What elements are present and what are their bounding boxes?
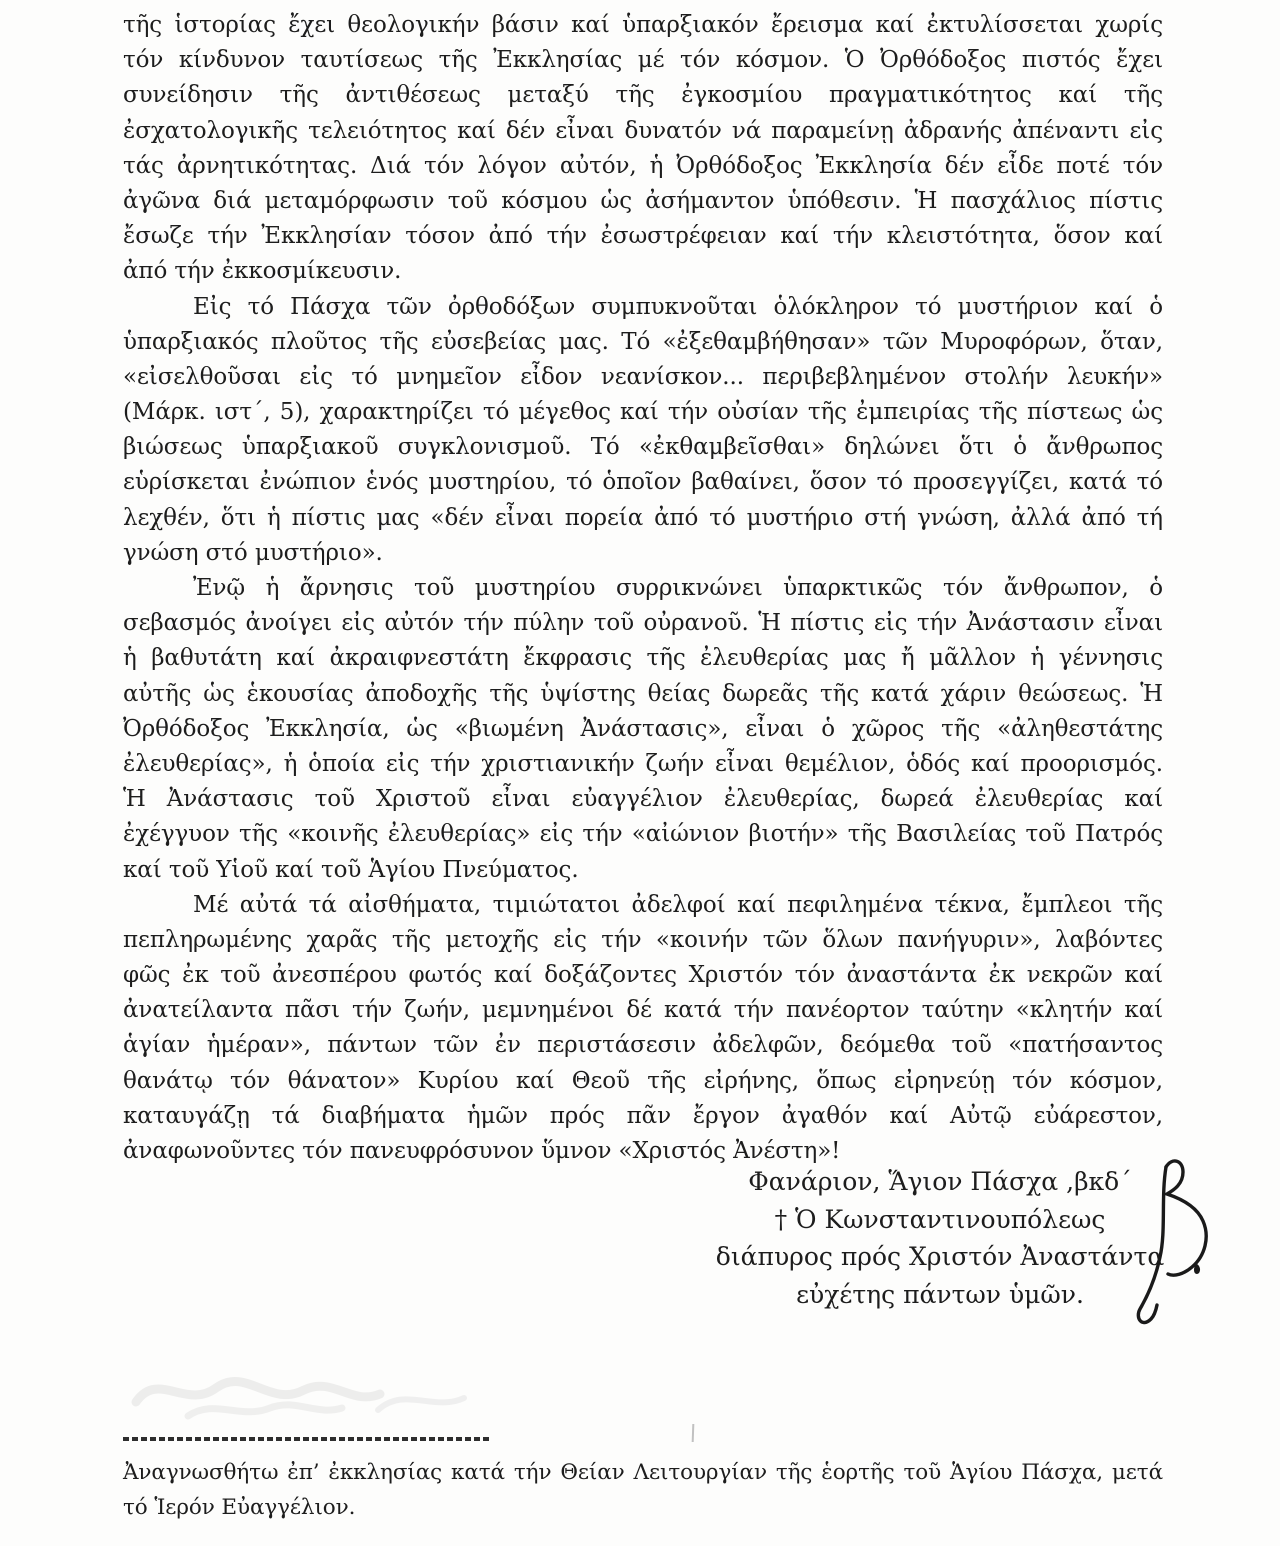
signature-line: διάπυρος πρός Χριστόν Ἀναστάντα (715, 1242, 1165, 1272)
patriarch-signature-flourish (1124, 1154, 1240, 1340)
body-text-line: τῆς ἱστορίας ἔχει θεολογικήν βάσιν καί ὑπαρξιακόν ἔρεισμα καί ἐκτυλίσσεται χωρίς (123, 12, 1163, 38)
body-text-line: ἡ βαθυτάτη καί ἀκραιφνεστάτη ἔκφρασις τῆς ἐλευθερίας μας ἤ μᾶλλον ἡ γέννησις (123, 645, 1163, 672)
body-text-line: ἀπό τήν ἐκκοσμίκευσιν. (123, 258, 402, 285)
body-text-line: τόν κίνδυνον ταυτίσεως τῆς Ἐκκλησίας μέ τόν κόσμον. Ὁ Ὀρθόδοξος πιστός ἔχει (123, 47, 1163, 74)
body-text-line: λεχθέν, ὅτι ἡ πίστις μας «δέν εἶναι πορεία ἀπό τό μυστήριο στή γνώση, ἀλλά ἀπό τή (123, 504, 1163, 531)
body-text-line: ἀγῶνα διά μεταμόρφωσιν τοῦ κόσμου ὡς ἀσήμαντον ὑπόθεσιν. Ἡ πασχάλιος πίστις (123, 187, 1163, 214)
body-text-line: Εἰς τό Πάσχα τῶν ὀρθοδόξων συμπυκνοῦται ὁλόκληρον τό μυστήριον καί ὁ (193, 293, 1163, 320)
footnote-line: Ἀναγνωσθήτω ἐπ’ ἐκκλησίας κατά τήν Θείαν Λειτουργίαν τῆς ἑορτῆς τοῦ Ἁγίου Πάσχα, μετά (123, 1460, 1163, 1485)
encyclical-body-text (123, 8, 1163, 1169)
body-text-line: καί τοῦ Υἱοῦ καί τοῦ Ἁγίου Πνεύματος. (123, 856, 579, 883)
dateline: Φανάριον, Ἅγιον Πάσχα ,βκδ´ (748, 1167, 1132, 1196)
body-text-line: ἐχέγγυον τῆς «κοινῆς ἐλευθερίας» εἰς τήν «αἰώνιον βιοτήν» τῆς Βασιλείας τοῦ Πατρός (123, 821, 1163, 848)
footnote-line: τό Ἱερόν Εὐαγγέλιον. (123, 1494, 356, 1520)
body-text-line: ἔσωζε τήν Ἐκκλησίαν τόσον ἀπό τήν ἐσωστρέφειαν καί τήν κλειστότητα, ὅσον καί (123, 223, 1163, 250)
signature-line: † Ὁ Κωνσταντινουπόλεως (774, 1204, 1106, 1234)
body-text-line: σεβασμός ἀνοίγει εἰς αὐτόν τήν πύλην τοῦ οὐρανοῦ. Ἡ πίστις εἰς τήν Ἀνάστασιν εἶναι (123, 610, 1163, 637)
body-text-line: καταυγάζῃ τά διαβήματα ἡμῶν πρός πᾶν ἔργον ἀγαθόν καί Αὐτῷ εὐάρεστον, (123, 1102, 1163, 1129)
body-text-line: ἐλευθερίας», ἡ ὁποία εἰς τήν χριστιανικήν ζωήν εἶναι θεμέλιον, ὁδός καί προορισμός. (123, 750, 1163, 777)
footnote (123, 1456, 1163, 1525)
body-text-line: ἁγίαν ἡμέραν», πάντων τῶν ἐν περιστάσεσιν ἀδελφῶν, δεόμεθα τοῦ «πατήσαντος (123, 1032, 1163, 1059)
body-text-line: αὐτῆς ὡς ἑκουσίας ἀποδοχῆς τῆς ὑψίστης θείας δωρεᾶς τῆς κατά χάριν θεώσεως. Ἡ (123, 680, 1163, 707)
body-text-line: (Μάρκ. ιστ´, 5), χαρακτηρίζει τό μέγεθος καί τήν οὐσίαν τῆς ἐμπειρίας τῆς πίστεως ὡς (123, 399, 1163, 426)
body-text-line: «εἰσελθοῦσαι εἰς τό μνημεῖον εἶδον νεανίσκον... περιβεβλημένον στολήν λευκήν» (123, 363, 1163, 390)
body-text-line: βιώσεως ὑπαρξιακοῦ συγκλονισμοῦ. Τό «ἐκθαμβεῖσθαι» δηλώνει ὅτι ὁ ἄνθρωπος (123, 434, 1163, 461)
body-text-line: Ὀρθόδοξος Ἐκκλησία, ὡς «βιωμένη Ἀνάστασις», εἶναι ὁ χῶρος τῆς «ἀληθεστάτης (123, 715, 1163, 742)
scan-speck-artifact (692, 1424, 695, 1442)
body-text-line: τάς ἀρνητικότητας. Διά τόν λόγον αὐτόν, ἡ Ὀρθόδοξος Ἐκκλησία δέν εἶδε ποτέ τόν (123, 152, 1163, 179)
body-text-line: ἀναφωνοῦντες τόν πανευφρόσυνον ὕμνον «Χριστός Ἀνέστη»! (123, 1138, 841, 1164)
body-text-line: Ἐνῷ ἡ ἄρνησις τοῦ μυστηρίου συρρικνώνει ὑπαρκτικῶς τόν ἄνθρωπον, ὁ (193, 575, 1163, 601)
footnote-separator (123, 1437, 489, 1441)
body-text-line: ἐσχατολογικῆς τελειότητος καί δέν εἶναι δυνατόν νά παραμείνῃ ἀδρανής ἀπέναντι εἰς (123, 117, 1163, 144)
body-text-line: φῶς ἐκ τοῦ ἀνεσπέρου φωτός καί δοξάζοντες Χριστόν τόν ἀναστάντα ἐκ νεκρῶν καί (123, 962, 1163, 989)
body-text-line: συνείδησιν τῆς ἀντιθέσεως μεταξύ τῆς ἐγκοσμίου πραγματικότητος καί τῆς (123, 82, 1163, 109)
body-text-line: θανάτῳ τόν θάνατον» Κυρίου καί Θεοῦ τῆς εἰρήνης, ὅπως εἰρηνεύῃ τόν κόσμον, (123, 1067, 1163, 1094)
signature-block (680, 1163, 1200, 1313)
body-text-line: Μέ αὐτά τά αἰσθήματα, τιμιώτατοι ἀδελφοί καί πεφιλημένα τέκνα, ἔμπλεοι τῆς (193, 891, 1163, 918)
body-text-line: ὑπαρξιακός πλοῦτος τῆς εὐσεβείας μας. Τό «ἐξεθαμβήθησαν» τῶν Μυροφόρων, ὅταν, (123, 328, 1163, 355)
body-text-line: Ἡ Ἀνάστασις τοῦ Χριστοῦ εἶναι εὐαγγέλιον ἐλευθερίας, δωρεά ἐλευθερίας καί (123, 786, 1163, 813)
body-text-line: γνώση στό μυστήριο». (123, 539, 383, 566)
body-text-line: πεπληρωμένης χαρᾶς τῆς μετοχῆς εἰς τήν «κοινήν τῶν ὅλων πανήγυριν», λαβόντες (123, 926, 1163, 953)
body-text-line: ἀνατείλαντα πᾶσι τήν ζωήν, μεμνημένοι δέ κατά τήν πανέορτον ταύτην «κλητήν καί (123, 997, 1163, 1024)
body-text-line: εὑρίσκεται ἐνώπιον ἑνός μυστηρίου, τό ὁποῖον βαθαίνει, ὅσον τό προσεγγίζει, κατά τό (123, 469, 1163, 496)
scan-bleed-through-artifact (128, 1350, 588, 1428)
signature-line: εὐχέτης πάντων ὑμῶν. (796, 1279, 1084, 1309)
